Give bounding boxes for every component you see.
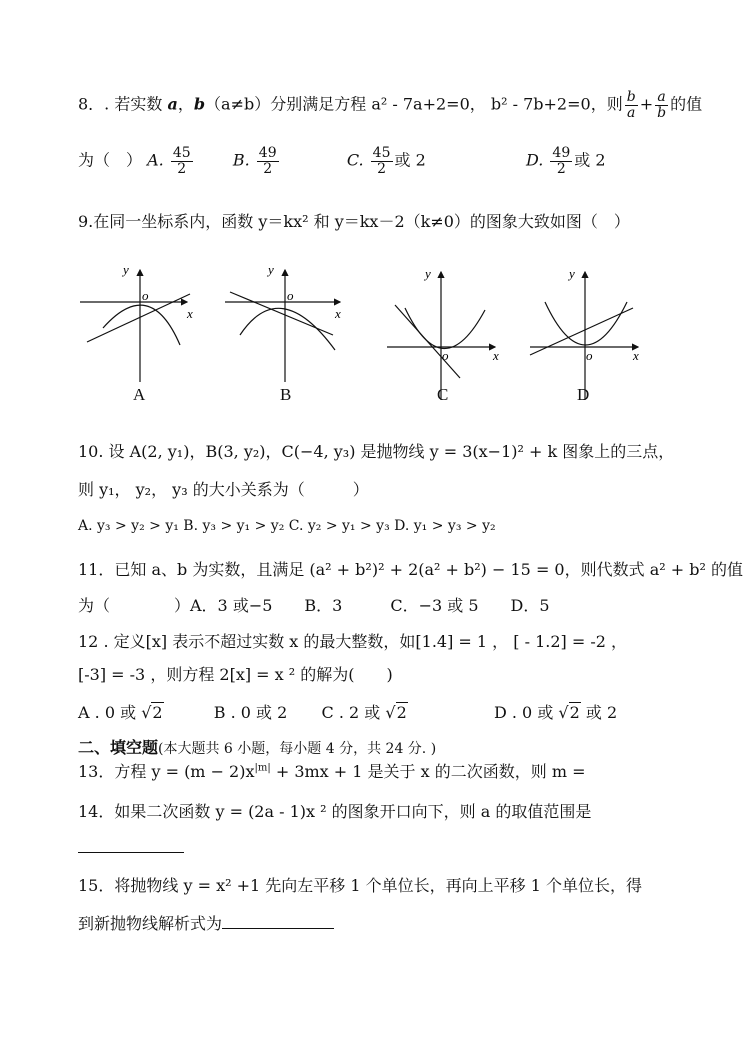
q12-options bbox=[78, 703, 617, 722]
q8-opt-b-label: B. bbox=[232, 150, 250, 170]
q12-opt-d-rad: 2 bbox=[569, 703, 580, 722]
q8-line2 bbox=[78, 146, 606, 176]
graph-a-o: o bbox=[142, 288, 149, 303]
q8-eq1: a² - 7a+2=0， bbox=[371, 94, 486, 114]
graph-label-c: C bbox=[437, 385, 449, 404]
graph-label-a: A bbox=[133, 385, 146, 404]
q8-opt-d-tail: 或 2 bbox=[574, 150, 606, 170]
q8-opt-c-label: C. bbox=[346, 150, 364, 170]
graph-b-y: y bbox=[268, 262, 274, 277]
q12-opt-d-tail: 或 2 bbox=[585, 703, 618, 722]
q12-opt-a: A . 0 或 bbox=[78, 703, 137, 722]
q9-text: 9.在同一坐标系内，函数 y＝kx² 和 y＝kx－2（k≠0）的图象大致如图（ ） bbox=[78, 212, 630, 231]
graph-b-o: o bbox=[287, 288, 294, 303]
q8-line1 bbox=[78, 90, 702, 120]
graph-b bbox=[225, 262, 341, 382]
graph-c-y: y bbox=[425, 266, 431, 281]
q8-eq2: b² - 7b+2=0， bbox=[490, 94, 607, 114]
q8-cond: （a≠b） bbox=[205, 94, 271, 114]
graph-c-x: x bbox=[493, 348, 499, 363]
q8-opt-c-frac bbox=[371, 146, 393, 176]
q8-plus: + bbox=[639, 94, 654, 114]
q8-opt-a-den: 2 bbox=[177, 160, 187, 177]
q8-opt-a-frac bbox=[171, 146, 193, 176]
q8-opt-b-frac bbox=[257, 146, 279, 176]
q10-line2: 则 y₁， y₂， y₃ 的大小关系为（ ） bbox=[78, 480, 369, 499]
q10-line1: 10. 设 A(2, y₁)，B(3, y₂)，C(−4, y₃) 是抛物线 y = 3(x−1)² + k 图象上的三点， bbox=[78, 442, 675, 461]
q14-line: 14．如果二次函数 y = (2a - 1)x ² 的图象开口向下，则 a 的取值范围是 bbox=[78, 802, 592, 821]
graph-a bbox=[80, 262, 193, 382]
q8-frac2-num: a bbox=[657, 89, 666, 105]
graph-label-b: B bbox=[280, 385, 292, 404]
graph-d bbox=[530, 266, 639, 400]
q8-opt-a-num: 45 bbox=[172, 145, 191, 161]
q13-text: 13．方程 y = (m − 2)x bbox=[78, 762, 255, 781]
q8-opt-a-label: A. bbox=[147, 150, 164, 170]
q12-opt-c: C . 2 或 bbox=[321, 703, 381, 722]
section2-note: (本大题共 6 小题，每小题 4 分，共 24 分. ) bbox=[158, 741, 437, 757]
q13-tail: + 3mx + 1 是关于 x 的二次函数，则 m = bbox=[270, 762, 586, 781]
q15-line2-text: 到新抛物线解析式为 bbox=[78, 914, 223, 933]
q11-line1: 11．已知 a、b 为实数，且满足 (a² + b²)² + 2(a² + b²) − 15 = 0，则代数式 a² + b² 的值 bbox=[78, 560, 743, 579]
q12-opt-a-rad: 2 bbox=[152, 703, 163, 722]
q8-opt-b-num: 49 bbox=[258, 145, 277, 161]
q8-comma: ， bbox=[177, 94, 194, 114]
q8-prefix: 8．. 若实数 bbox=[78, 94, 168, 114]
graph-c bbox=[387, 266, 499, 400]
q8-opt-d-label: D. bbox=[525, 150, 544, 170]
q15-line1: 15．将抛物线 y = x² +1 先向左平移 1 个单位长，再向上平移 1 个单位长，得 bbox=[78, 876, 642, 895]
q8-frac1 bbox=[625, 90, 638, 120]
graph-b-x: x bbox=[335, 306, 341, 321]
q15-answer-blank[interactable] bbox=[222, 914, 334, 929]
q11-line2: 为（ ）A．3 或−5 B．3 C．−3 或 5 D．5 bbox=[78, 596, 550, 615]
q13-line bbox=[78, 762, 586, 781]
q8-var-b: b bbox=[193, 94, 206, 114]
q12-line1: 12 . 定义[x] 表示不超过实数 x 的最大整数，如[1.4] = 1 ， [ - 1.2] = -2 ， bbox=[78, 632, 628, 651]
graph-a-y: y bbox=[123, 262, 129, 277]
graph-a-x: x bbox=[187, 306, 193, 321]
graph-d-x: x bbox=[633, 348, 639, 363]
graph-label-d: D bbox=[577, 385, 590, 404]
q12-opt-a-sqrt: √2 bbox=[141, 703, 163, 722]
graph-c-o: o bbox=[442, 348, 449, 363]
q8-opt-b-den: 2 bbox=[263, 160, 273, 177]
q12-opt-c-rad: 2 bbox=[396, 703, 407, 722]
q12-opt-d-sqrt: √2 bbox=[558, 703, 580, 722]
q8-var-a: a bbox=[167, 94, 178, 114]
q10-line3: A. y₃ > y₂ > y₁ B. y₃ > y₁ > y₂ C. y₂ > y₁ > y₃ D. y₁ > y₃ > y₂ bbox=[78, 518, 496, 534]
q8-frac1-den: a bbox=[627, 104, 636, 121]
q8-opt-c-num: 45 bbox=[372, 145, 391, 161]
q12-opt-d: D . 0 或 bbox=[493, 703, 554, 722]
q15-line2 bbox=[78, 914, 334, 933]
q8-frac2-den: b bbox=[657, 104, 667, 121]
q8-frac2 bbox=[655, 90, 668, 120]
q8-line2-prefix: 为（ ） bbox=[78, 150, 143, 170]
q8-opt-c-tail: 或 2 bbox=[394, 150, 426, 170]
section2-title: 二、填空题 bbox=[78, 738, 159, 757]
graph-d-y: y bbox=[569, 266, 575, 281]
q8-tail: 的值 bbox=[670, 94, 703, 114]
q8-opt-c-den: 2 bbox=[377, 160, 387, 177]
q8-opt-d-frac bbox=[550, 146, 572, 176]
q8-opt-d-num: 49 bbox=[552, 145, 571, 161]
graph-d-o: o bbox=[586, 348, 593, 363]
q14-answer-blank[interactable] bbox=[78, 852, 184, 853]
q12-line2: [-3] = -3 ，则方程 2[x] = x ² 的解为( ) bbox=[78, 665, 393, 684]
q13-sup: |m| bbox=[254, 762, 271, 774]
section2-heading bbox=[78, 738, 436, 758]
q8-opt-d-den: 2 bbox=[556, 160, 566, 177]
q8-then: 则 bbox=[606, 94, 623, 114]
q12-opt-b: B . 0 或 2 bbox=[213, 703, 288, 722]
q8-mid: 分别满足方程 bbox=[270, 94, 372, 114]
q12-opt-c-sqrt: √2 bbox=[385, 703, 407, 722]
q8-frac1-num: b bbox=[626, 89, 636, 105]
